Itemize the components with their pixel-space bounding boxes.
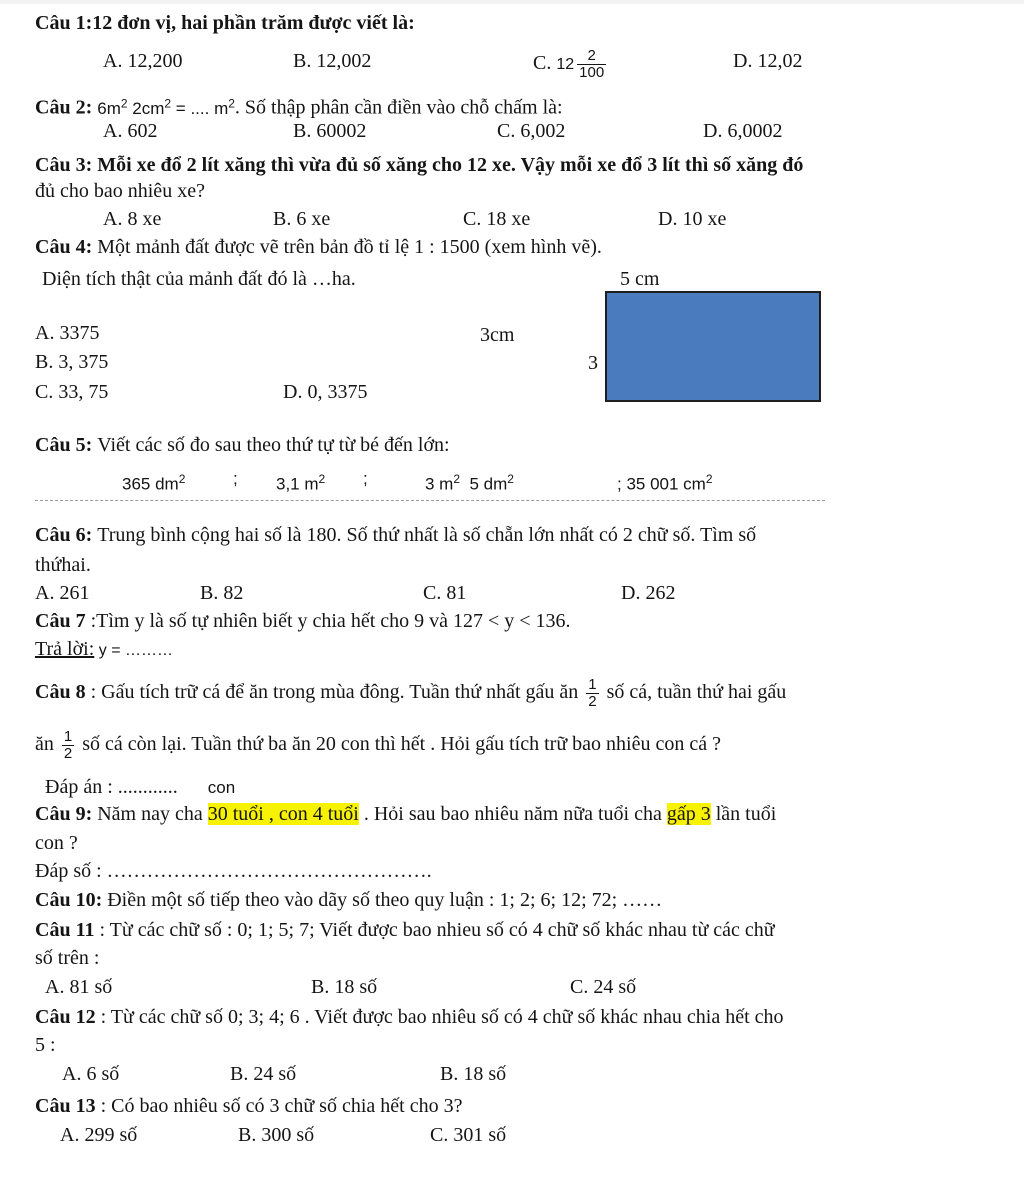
q1-c-denominator: 100 [579, 64, 605, 81]
q5-m3a-sup: 2 [453, 472, 461, 486]
q9-prompt-line-2: con ? [35, 832, 78, 854]
q13-option-b: B. 300 số [238, 1124, 315, 1146]
q8-frac2-den: 2 [63, 744, 73, 762]
q3-label: Câu 3: [35, 154, 93, 176]
q6-option-d: D. 262 [621, 582, 676, 604]
q8-frac1-den: 2 [588, 692, 597, 710]
q12-prompt [35, 1004, 784, 1030]
q9-highlight-ages: 30 tuổi , con 4 tuổi [207, 803, 359, 825]
q7-answer-line [35, 636, 173, 664]
q2-prompt [35, 90, 563, 122]
q8-prompt-line-2 [35, 724, 721, 764]
q2-option-d: D. 6,0002 [703, 120, 783, 142]
q5-m4-text: ; 35 001 cm [617, 474, 706, 494]
q8-frac1-num: 1 [588, 675, 597, 693]
q5-separator-1: ; [233, 469, 238, 488]
q5-answer-dotted-line [35, 500, 825, 501]
q5-m3a-text: 3 m [425, 474, 454, 494]
q4-option-a: A. 3375 [35, 322, 100, 344]
q1-c-whole: 12 [556, 56, 575, 74]
q13-label: Câu 13 [35, 1095, 96, 1117]
q1-label: Câu 1: [35, 12, 93, 34]
q4-prompt-line-2: Diện tích thật của mảnh đất đó là …ha. [42, 268, 356, 290]
q9-prompt [35, 801, 776, 827]
q5-label: Câu 5: [35, 434, 93, 456]
q1-option-c [533, 48, 609, 81]
q2-label: Câu 2: [35, 96, 93, 119]
q8-answer-unit: con [207, 778, 236, 797]
q12-text: : Từ các chữ số 0; 3; 4; 6 . Viết được bao nhiêu số có 4 chữ số khác nhau chia hết cho [100, 1006, 784, 1028]
q8-answer-line [45, 774, 235, 801]
q4-figure-width-label: 5 cm [620, 268, 660, 290]
q3-option-c: C. 18 xe [463, 208, 531, 230]
q13-option-c: C. 301 số [430, 1124, 507, 1146]
q8-fraction-1 [586, 677, 598, 710]
q7-text: :Tìm y là số tự nhiên biết y chia hết cho 9 và 127 < y < 136. [90, 610, 571, 632]
q9-answer-line: Đáp số : …………………………………………. [35, 860, 432, 882]
q10-text: Điền một số tiếp theo vào dãy số theo quy luận : 1; 2; 6; 12; 72; …… [107, 889, 663, 911]
q10-prompt [35, 887, 662, 913]
q5-prompt [35, 432, 450, 458]
q12-option-b: B. 24 số [230, 1063, 297, 1085]
q8-text-1: : Gấu tích trữ cá để ăn trong mùa đông. Tuần thứ nhất gấu ăn [90, 681, 579, 703]
q8-text-2: số cá, tuần thứ hai gấu [606, 681, 787, 703]
q2-sup-2: 2 [164, 96, 172, 110]
q7-label: Câu 7 [35, 610, 86, 632]
q10-label: Câu 10: [35, 889, 103, 911]
q2-expr-3: = .... m [171, 98, 229, 118]
q2-option-a: A. 602 [103, 120, 158, 142]
q11-option-c: C. 24 số [570, 976, 637, 998]
q6-option-b: B. 82 [200, 582, 244, 604]
q8-frac2-num: 1 [63, 727, 73, 745]
q5-m2-sup: 2 [318, 472, 326, 486]
q11-option-a: A. 81 số [45, 976, 113, 998]
q6-option-c: C. 81 [423, 582, 467, 604]
q5-measure-4 [617, 466, 713, 498]
q4-option-d: D. 0, 3375 [283, 381, 368, 403]
q5-measure-2 [276, 466, 325, 498]
q5-m3b-sup: 2 [507, 472, 514, 486]
q5-separator-2: ; [363, 469, 368, 488]
q1-option-b: B. 12,002 [293, 50, 372, 72]
q1-option-a: A. 12,200 [103, 50, 183, 72]
q1-text: 12 đơn vị, hai phần trăm được viết là: [92, 12, 415, 34]
q12-option-c: B. 18 số [440, 1063, 507, 1085]
q4-figure-height-label: 3cm [480, 324, 515, 346]
q13-option-a: A. 299 số [60, 1124, 138, 1146]
q5-m1-sup: 2 [178, 472, 186, 486]
q1-c-fraction [577, 48, 606, 81]
q3-text: Mỗi xe đổ 2 lít xăng thì vừa đủ số xăng cho 12 xe. Vậy mỗi xe đổ 3 lít thì số xăng đó [97, 154, 804, 176]
q9-text-2: . Hỏi sau bao nhiêu năm nữa tuổi cha [363, 803, 662, 825]
q6-text: Trung bình cộng hai số là 180. Số thứ nhất là số chẵn lớn nhất có 2 chữ số. Tìm số [97, 524, 757, 546]
q2-sup-3: 2 [228, 96, 235, 110]
top-edge-strip [0, 0, 1024, 4]
q4-option-c: C. 33, 75 [35, 381, 109, 403]
q11-prompt [35, 917, 775, 943]
q1-c-prefix: C. [533, 52, 552, 75]
q4-prompt [35, 234, 602, 260]
q8-answer: Đáp án : ............ [45, 776, 178, 798]
q2-sup-1: 2 [120, 96, 128, 110]
q5-measure-3 [425, 466, 514, 498]
q4-label: Câu 4: [35, 236, 93, 258]
q1-prompt [35, 10, 415, 36]
q13-prompt [35, 1093, 462, 1119]
q7-answer-label: Trả lời: [35, 638, 95, 660]
q2-expr-2: 2cm [127, 98, 165, 118]
q13-text: : Có bao nhiêu số có 3 chữ số chia hết cho 3? [100, 1095, 463, 1117]
q12-option-a: A. 6 số [62, 1063, 120, 1085]
q8-text-3: ăn [35, 733, 54, 755]
q8-fraction-2 [62, 729, 74, 762]
q6-prompt [35, 522, 756, 548]
q11-prompt-line-2: số trên : [35, 947, 100, 969]
q8-text-4: số cá còn lại. Tuần thứ ba ăn 20 con thì hết . Hỏi gấu tích trữ bao nhiêu con cá ? [82, 733, 721, 755]
q1-c-numerator: 2 [577, 48, 606, 65]
q5-measure-1 [122, 466, 185, 498]
q8-label: Câu 8 [35, 681, 86, 703]
q1-option-d: D. 12,02 [733, 50, 803, 72]
q5-m1-text: 365 dm [122, 474, 179, 494]
q11-text: : Từ các chữ số : 0; 1; 5; 7; Viết được bao nhieu số có 4 chữ số khác nhau từ các chữ [99, 919, 775, 941]
q6-option-a: A. 261 [35, 582, 90, 604]
q9-text-1: Năm nay cha [97, 803, 203, 825]
q3-option-a: A. 8 xe [103, 208, 162, 230]
q7-answer-blank: y = ……… [94, 642, 173, 659]
q3-prompt [35, 152, 803, 178]
q2-expr [97, 96, 235, 118]
q2-option-b: B. 60002 [293, 120, 367, 142]
q5-m3b-text: 5 dm [469, 474, 508, 494]
q4-figure-height-label-2: 3 [588, 352, 598, 374]
q3-prompt-line-2: đủ cho bao nhiêu xe? [35, 180, 205, 202]
q11-label: Câu 11 [35, 919, 95, 941]
q9-text-3: lần tuổi [715, 803, 777, 825]
q8-prompt [35, 672, 786, 712]
q2-text: . Số thập phân cần điền vào chỗ chấm là: [234, 96, 563, 119]
q6-label: Câu 6: [35, 524, 93, 546]
q9-label: Câu 9: [35, 803, 93, 825]
q5-text: Viết các số đo sau theo thứ tự từ bé đến lớn: [97, 434, 450, 456]
q12-prompt-line-2: 5 : [35, 1034, 56, 1056]
q5-m2-text: 3,1 m [276, 474, 319, 494]
q11-option-b: B. 18 số [311, 976, 378, 998]
q7-prompt [35, 608, 571, 634]
q4-text: Một mảnh đất được vẽ trên bản đồ tỉ lệ 1 : 1500 (xem hình vẽ). [97, 236, 602, 258]
q3-option-b: B. 6 xe [273, 208, 331, 230]
q12-label: Câu 12 [35, 1006, 96, 1028]
q4-option-b: B. 3, 375 [35, 351, 109, 373]
q3-option-d: D. 10 xe [658, 208, 727, 230]
q2-expr-1: 6m [97, 98, 121, 118]
q2-option-c: C. 6,002 [497, 120, 566, 142]
q6-prompt-line-2: thứhai. [35, 554, 91, 576]
q9-highlight-times: gấp 3 [666, 803, 711, 825]
q5-m4-sup: 2 [705, 472, 713, 486]
q4-land-rectangle-figure [605, 291, 821, 402]
